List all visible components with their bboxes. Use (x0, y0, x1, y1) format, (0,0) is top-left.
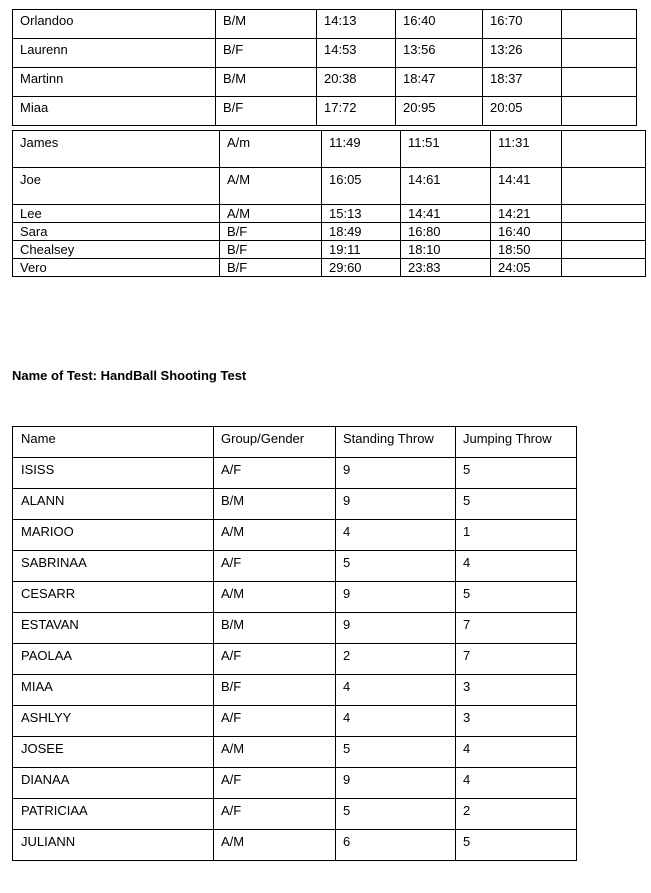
table-header-row (13, 427, 577, 458)
table-cell: 9 (336, 768, 456, 799)
test-heading: Name of Test: HandBall Shooting Test (12, 368, 247, 383)
table-row (13, 768, 577, 799)
table-cell: 16:05 (322, 168, 401, 205)
table-cell: 3 (456, 675, 577, 706)
table-cell: A/F (214, 799, 336, 830)
table-row (13, 241, 646, 259)
table-cell: 16:40 (491, 223, 562, 241)
table-cell (562, 39, 637, 68)
table-cell: B/F (220, 241, 322, 259)
table-cell (562, 68, 637, 97)
column-header: Name (13, 427, 214, 458)
table-cell: 11:51 (401, 131, 491, 168)
table-cell: James (13, 131, 220, 168)
table-cell (562, 223, 646, 241)
table-cell: JOSEE (13, 737, 214, 768)
table-cell: 14:41 (491, 168, 562, 205)
table-cell: B/F (216, 97, 317, 126)
table-cell: 14:21 (491, 205, 562, 223)
table-cell: SABRINAA (13, 551, 214, 582)
table-cell: 4 (456, 737, 577, 768)
table-cell: 18:47 (396, 68, 483, 97)
table-cell: A/F (214, 706, 336, 737)
table-cell: 18:49 (322, 223, 401, 241)
table-cell: 18:10 (401, 241, 491, 259)
table-row (13, 706, 577, 737)
table-row (13, 489, 577, 520)
table-cell: 18:37 (483, 68, 562, 97)
table-cell: 7 (456, 644, 577, 675)
table-cell: B/F (216, 39, 317, 68)
table-cell: Chealsey (13, 241, 220, 259)
table-cell: 20:95 (396, 97, 483, 126)
table-cell: 29:60 (322, 259, 401, 277)
table-cell: A/m (220, 131, 322, 168)
table-cell: 5 (336, 551, 456, 582)
table-row (13, 737, 577, 768)
table-cell: 7 (456, 613, 577, 644)
table-cell: Sara (13, 223, 220, 241)
table-cell: A/F (214, 551, 336, 582)
table-row (13, 551, 577, 582)
table-cell: 14:13 (317, 10, 396, 39)
table-row (13, 205, 646, 223)
table-cell: 5 (456, 830, 577, 861)
table-cell: 11:31 (491, 131, 562, 168)
table-cell: B/F (220, 223, 322, 241)
table-row (13, 830, 577, 861)
table-cell: 16:80 (401, 223, 491, 241)
table-cell: MIAA (13, 675, 214, 706)
table-row (13, 68, 637, 97)
table-cell: 2 (456, 799, 577, 830)
table-cell: 4 (336, 706, 456, 737)
table-cell: 3 (456, 706, 577, 737)
table-cell: 4 (336, 520, 456, 551)
table-cell: 5 (336, 737, 456, 768)
table-cell: 17:72 (317, 97, 396, 126)
table-cell: A/M (220, 205, 322, 223)
table-cell (562, 205, 646, 223)
table-cell: A/F (214, 458, 336, 489)
table-row (13, 259, 646, 277)
table-cell: 5 (336, 799, 456, 830)
table-cell: 14:61 (401, 168, 491, 205)
table-cell: MARIOO (13, 520, 214, 551)
table-cell: 14:53 (317, 39, 396, 68)
table-row (13, 10, 637, 39)
table-cell: ASHLYY (13, 706, 214, 737)
table-cell: ALANN (13, 489, 214, 520)
table-cell: 5 (456, 582, 577, 613)
table-cell (562, 241, 646, 259)
table-cell: 20:38 (317, 68, 396, 97)
column-header: Jumping Throw (456, 427, 577, 458)
table-cell: Orlandoo (13, 10, 216, 39)
table-cell: Joe (13, 168, 220, 205)
table-cell (562, 10, 637, 39)
table-cell: 13:56 (396, 39, 483, 68)
table-cell: A/F (214, 644, 336, 675)
table-cell: Miaa (13, 97, 216, 126)
table-cell: B/M (214, 613, 336, 644)
column-header: Standing Throw (336, 427, 456, 458)
table-cell: 5 (456, 458, 577, 489)
table-cell: A/M (214, 582, 336, 613)
table-cell: A/F (214, 768, 336, 799)
table-cell: 4 (336, 675, 456, 706)
table-cell: Vero (13, 259, 220, 277)
table-cell: 2 (336, 644, 456, 675)
table-cell: 6 (336, 830, 456, 861)
table-cell: B/M (216, 68, 317, 97)
table-cell: 1 (456, 520, 577, 551)
column-header: Group/Gender (214, 427, 336, 458)
table-row (13, 582, 577, 613)
table-cell: 16:40 (396, 10, 483, 39)
table-cell: B/F (214, 675, 336, 706)
handball-shooting-table (12, 426, 577, 861)
table-cell: 13:26 (483, 39, 562, 68)
table-cell: 4 (456, 768, 577, 799)
table-cell: 9 (336, 582, 456, 613)
table-row (13, 520, 577, 551)
table-cell: 9 (336, 489, 456, 520)
table-cell: 23:83 (401, 259, 491, 277)
table-cell (562, 97, 637, 126)
table-cell: CESARR (13, 582, 214, 613)
table-cell: B/M (216, 10, 317, 39)
table-cell: PATRICIAA (13, 799, 214, 830)
table-row (13, 168, 646, 205)
table-cell: DIANAA (13, 768, 214, 799)
table-cell: 9 (336, 458, 456, 489)
table-cell (562, 131, 646, 168)
table-cell (562, 168, 646, 205)
table-row (13, 131, 646, 168)
table-cell: 20:05 (483, 97, 562, 126)
table-cell: 19:11 (322, 241, 401, 259)
table-cell: 15:13 (322, 205, 401, 223)
table-cell: 16:70 (483, 10, 562, 39)
table-cell: Laurenn (13, 39, 216, 68)
table-cell: 11:49 (322, 131, 401, 168)
table-row (13, 644, 577, 675)
table-cell: A/M (220, 168, 322, 205)
table-cell: Martinn (13, 68, 216, 97)
table-row (13, 39, 637, 68)
table-row (13, 97, 637, 126)
table-cell: 4 (456, 551, 577, 582)
table-cell: 14:41 (401, 205, 491, 223)
table-cell: 18:50 (491, 241, 562, 259)
table-cell: A/M (214, 830, 336, 861)
timing-table-middle (12, 130, 646, 277)
table-cell: A/M (214, 520, 336, 551)
table-cell: 24:05 (491, 259, 562, 277)
table-row (13, 799, 577, 830)
table-row (13, 223, 646, 241)
table-cell: A/M (214, 737, 336, 768)
table-row (13, 458, 577, 489)
table-cell: 5 (456, 489, 577, 520)
table-row (13, 613, 577, 644)
table-cell: B/F (220, 259, 322, 277)
table-cell (562, 259, 646, 277)
table-cell: ISISS (13, 458, 214, 489)
table-cell: ESTAVAN (13, 613, 214, 644)
timing-table-top (12, 9, 637, 126)
table-cell: Lee (13, 205, 220, 223)
table-cell: PAOLAA (13, 644, 214, 675)
table-cell: 9 (336, 613, 456, 644)
table-row (13, 675, 577, 706)
table-cell: B/M (214, 489, 336, 520)
table-cell: JULIANN (13, 830, 214, 861)
